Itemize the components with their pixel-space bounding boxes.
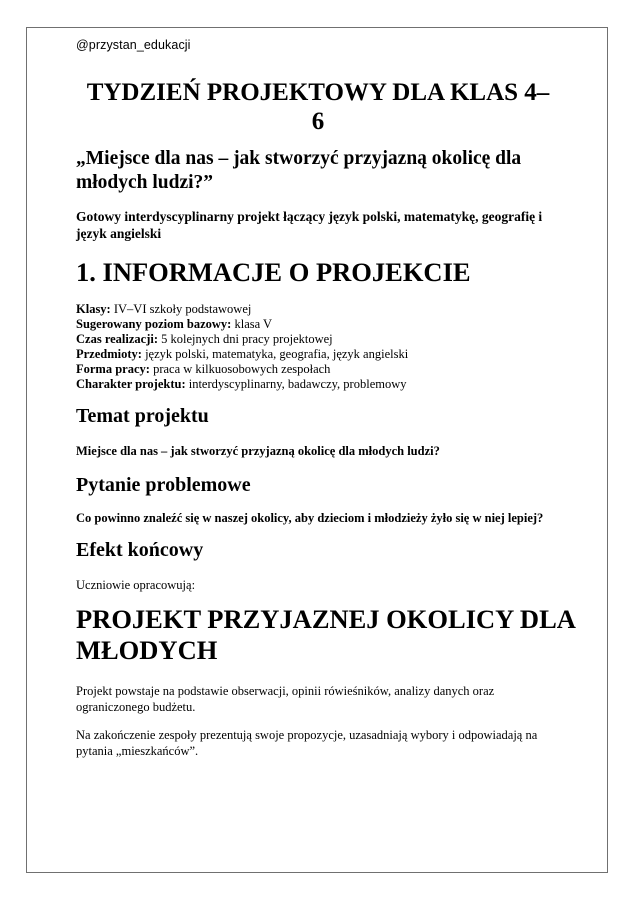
document-title [76, 78, 560, 136]
info-label: Sugerowany poziom bazowy: [76, 317, 232, 331]
author-handle: @przystan_edukacji [76, 38, 191, 52]
info-item-base-level [76, 317, 556, 332]
problem-question-text: Co powinno znaleźć się w naszej okolicy, aby dzieciom i młodzieży żyło się w niej lepiej? [76, 511, 544, 525]
info-value: IV–VI szkoły podstawowej [110, 302, 252, 316]
info-value: 5 kolejnych dni pracy projektowej [158, 332, 333, 346]
project-title-line-2: MŁODYCH [76, 635, 218, 665]
project-title-line-1: PROJEKT PRZYJAZNEJ OKOLICY DLA [76, 604, 576, 634]
document-subtitle: „Miejsce dla nas – jak stworzyć przyjazną okolicę dla młodych ludzi?” [76, 148, 522, 193]
description-paragraph-2: Na zakończenie zespoły prezentują swoje propozycje, uzasadniają wybory i odpowiadają na pytania „mieszkańców”. [76, 728, 538, 758]
info-item-character [76, 377, 556, 392]
description-paragraph-1: Projekt powstaje na podstawie obserwacji, opinii rówieśników, analizy danych oraz ograniczonego budżetu. [76, 684, 495, 714]
info-label: Charakter projektu: [76, 377, 186, 391]
info-value: interdyscyplinarny, badawczy, problemowy [185, 377, 407, 391]
info-value: klasa V [231, 317, 273, 331]
project-info-list [76, 302, 556, 392]
section-heading-final-effect: Efekt końcowy [76, 539, 204, 561]
info-item-subjects [76, 347, 556, 362]
info-item-work-form [76, 362, 556, 377]
info-label: Klasy: [76, 302, 111, 316]
section-heading-problem-question: Pytanie problemowe [76, 474, 251, 496]
info-label: Przedmioty: [76, 347, 142, 361]
section-heading-info: 1. INFORMACJE O PROJEKCIE [76, 257, 471, 287]
document-title-line-2: 6 [311, 108, 325, 135]
section-heading-topic: Temat projektu [76, 405, 209, 427]
intro-text: Gotowy interdyscyplinarny projekt łączący język polski, matematykę, geografię i język angielski [76, 209, 543, 241]
topic-text: Miejsce dla nas – jak stworzyć przyjazną okolicę dla młodych ludzi? [76, 444, 440, 458]
document-title-line-1: TYDZIEŃ PROJEKTOWY DLA KLAS 4– [86, 79, 550, 106]
info-value: język polski, matematyka, geografia, język angielski [141, 347, 409, 361]
info-label: Czas realizacji: [76, 332, 159, 346]
project-title-heading [76, 604, 576, 666]
info-label: Forma pracy: [76, 362, 150, 376]
info-item-classes [76, 302, 556, 317]
info-value: praca w kilkuosobowych zespołach [149, 362, 331, 376]
final-effect-text: Uczniowie opracowują: [76, 578, 196, 592]
info-item-duration [76, 332, 556, 347]
